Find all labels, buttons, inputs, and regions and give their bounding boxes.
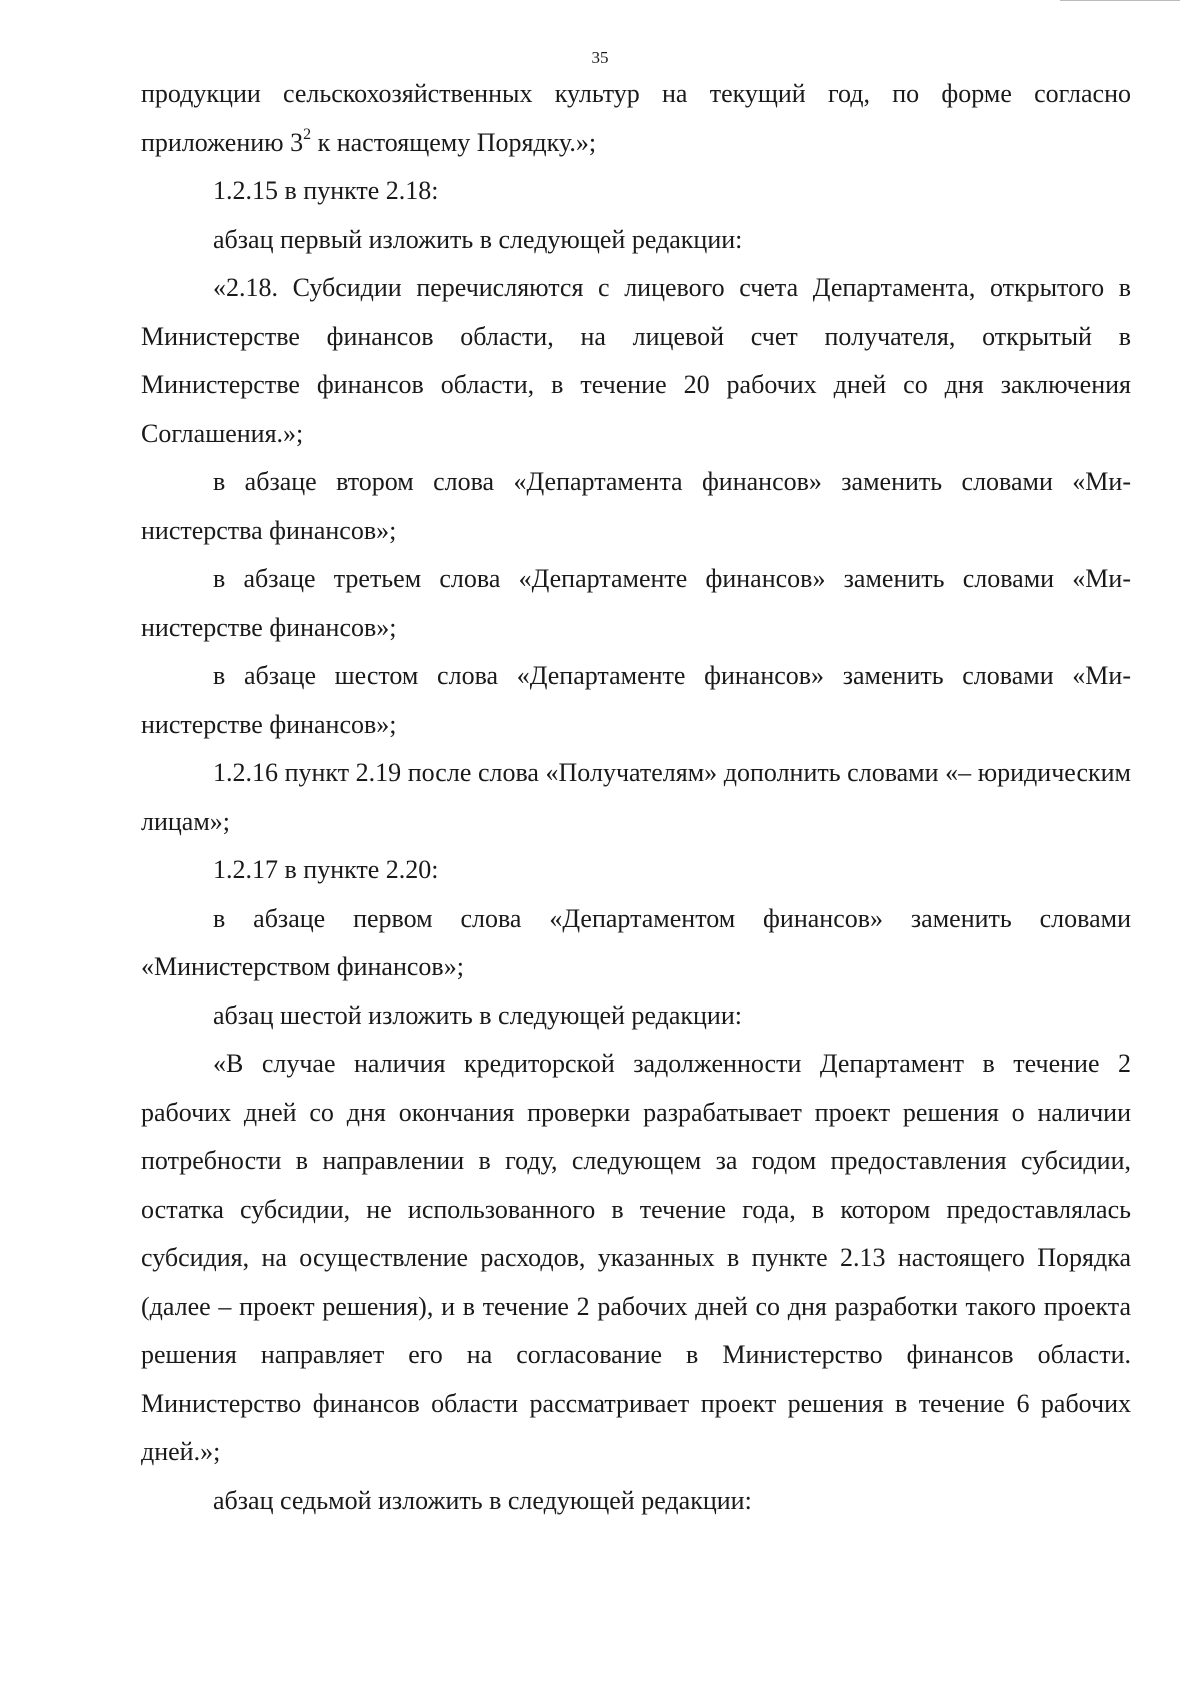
page-number: 35 [591, 48, 609, 67]
paragraph-quote-2-18: «2.18. Субсидии перечисляются с лицевого счета Департамента, открытого в Министерстве финансов области, на лицевой счет получателя, открытый в Министерстве финансов области, в течение 20 рабочих дней со дня заключения Соглашения.»; [141, 273, 1131, 448]
paragraph: в абзаце первом слова «Департаментом финансов» заменить словами «Министерством финансов»; [141, 903, 1131, 981]
paragraph: абзац первый изложить в следующей редакции: [213, 224, 743, 254]
paragraph-item-1-2-15: 1.2.15 в пункте 2.18: [213, 176, 439, 205]
scan-edge-mark [1060, 0, 1180, 7]
paragraph-continuation [141, 70, 1131, 167]
paragraph-text: к настоящему Порядку.»; [311, 127, 597, 157]
paragraph-text: продукции сельскохозяйственных культур на текущий год, по форме согласно приложению 3 [141, 79, 1131, 157]
paragraph: в абзаце третьем слова «Департаменте финансов» заменить словами «Министерстве финансов»; [141, 564, 1131, 642]
paragraph-item-1-2-17: 1.2.17 в пункте 2.20: [213, 855, 439, 884]
paragraph: в абзаце втором слова «Департамента финансов» заменить словами «Министерства финансов»; [141, 467, 1131, 545]
paragraph: абзац шестой изложить в следующей редакции: [213, 1000, 742, 1030]
paragraph: абзац седьмой изложить в следующей редакции: [213, 1485, 752, 1515]
superscript: 2 [303, 125, 312, 143]
document-body [141, 70, 1131, 1525]
paragraph-quote-creditor-debt: «В случае наличия кредиторской задолженности Департамент в течение 2 рабочих дней со дня окончания проверки разрабатывает проект решения о наличии потребности в направлении в году, следующем за годом предоставления субсидии, остатка субсидии, не использованного в течение года, в котором предоставлялась субсидия, на осуществление расходов, указанных в пункте 2.13 настоящего Порядка (далее – проект решения), и в течение 2 рабочих дней со дня разработки такого проекта решения направляет его на согласование в Министерство финансов области. Министерство финансов области рассматривает проект решения в течение 6 рабочих дней.»; [141, 1049, 1131, 1466]
paragraph-item-1-2-16: 1.2.16 пункт 2.19 после слова «Получателям» дополнить словами «– юридическим лицам»; [141, 758, 1131, 836]
paragraph: в абзаце шестом слова «Департаменте финансов» заменить словами «Министерстве финансов»; [141, 661, 1131, 739]
